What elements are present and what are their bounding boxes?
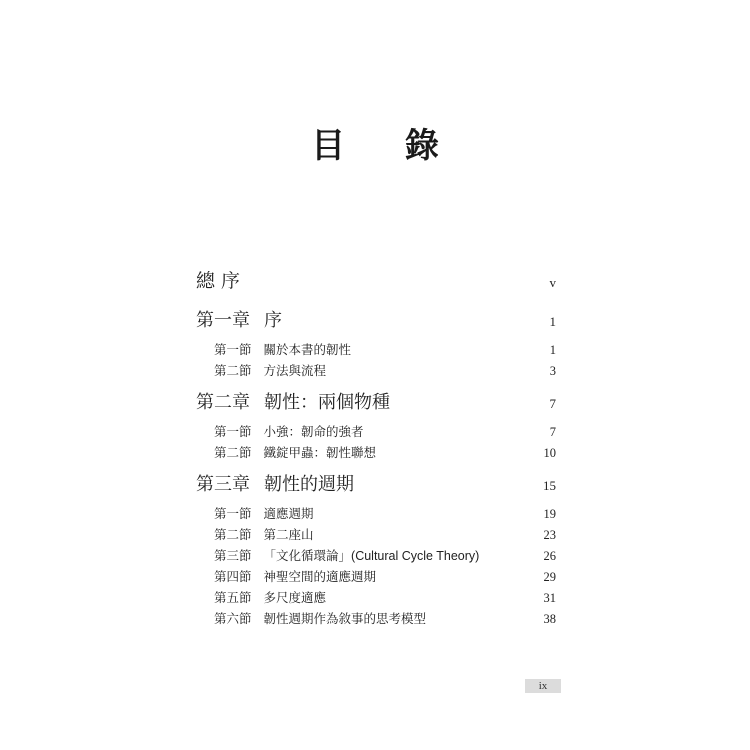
section-page: 31 (543, 591, 556, 605)
section-title-latin: (Cultural Cycle Theory) (351, 549, 480, 563)
toc-entry-section (196, 609, 556, 630)
section-page: 19 (543, 507, 556, 521)
toc-entry-section (196, 504, 556, 525)
toc-entry-section (196, 422, 556, 443)
chapter-1-sections (196, 340, 556, 382)
toc-entry-preface (196, 266, 556, 298)
section-page: 10 (543, 446, 556, 460)
section-title: 鐵錠甲蟲：韌性聯想 (263, 445, 377, 460)
toc-entry-chapter-3 (196, 470, 556, 500)
chapter-title: 韌性的週期 (264, 474, 354, 495)
toc-entry-section (196, 443, 556, 464)
section-label: 第二節 (214, 363, 252, 378)
section-title: 韌性週期作為敘事的思考模型 (263, 611, 427, 626)
section-title: 適應週期 (263, 506, 314, 521)
preface-label: 總 序 (196, 270, 241, 292)
chapter-title: 序 (264, 310, 282, 331)
section-page: 23 (543, 528, 556, 542)
chapter-label: 第二章 (196, 392, 250, 413)
chapter-label: 第一章 (196, 310, 250, 331)
chapter-3-sections (196, 504, 556, 630)
page-number: ix (525, 679, 561, 693)
toc-entry-chapter-1 (196, 306, 556, 336)
section-page: 7 (549, 425, 556, 439)
section-page: 1 (549, 343, 556, 357)
chapter-page: 15 (543, 478, 556, 493)
section-label: 第四節 (214, 569, 252, 584)
chapter-label: 第三章 (196, 474, 250, 495)
toc-entry-section (196, 340, 556, 361)
section-title: 神聖空間的適應週期 (263, 569, 377, 584)
section-label: 第一節 (214, 342, 252, 357)
section-title: 小強：韌命的強者 (263, 424, 364, 439)
section-title: 方法與流程 (263, 363, 327, 378)
section-page: 29 (543, 570, 556, 584)
section-label: 第三節 (214, 548, 252, 563)
chapter-2-sections (196, 422, 556, 464)
section-label: 第一節 (214, 506, 252, 521)
chapter-page: 1 (549, 314, 556, 329)
section-title: 第二座山 (263, 527, 314, 542)
toc-entry-chapter-2 (196, 388, 556, 418)
section-page: 26 (543, 549, 556, 563)
section-label: 第六節 (214, 611, 252, 626)
toc-entry-section (196, 525, 556, 546)
section-label: 第二節 (214, 527, 252, 542)
section-title: 「文化循環論」 (263, 548, 352, 563)
page-title: 目 錄 (311, 126, 463, 166)
section-title: 多尺度適應 (263, 590, 327, 605)
chapter-title: 韌性：兩個物種 (264, 392, 390, 413)
toc-entry-section (196, 546, 556, 567)
section-label: 第五節 (214, 590, 252, 605)
section-page: 3 (549, 364, 556, 378)
toc-entry-section (196, 588, 556, 609)
chapter-page: 7 (549, 396, 556, 411)
preface-page: v (549, 275, 556, 290)
table-of-contents (196, 266, 556, 632)
section-page: 38 (543, 612, 556, 626)
section-label: 第二節 (214, 445, 252, 460)
toc-entry-section (196, 361, 556, 382)
toc-entry-section (196, 567, 556, 588)
section-label: 第一節 (214, 424, 252, 439)
section-title: 關於本書的韌性 (263, 342, 352, 357)
